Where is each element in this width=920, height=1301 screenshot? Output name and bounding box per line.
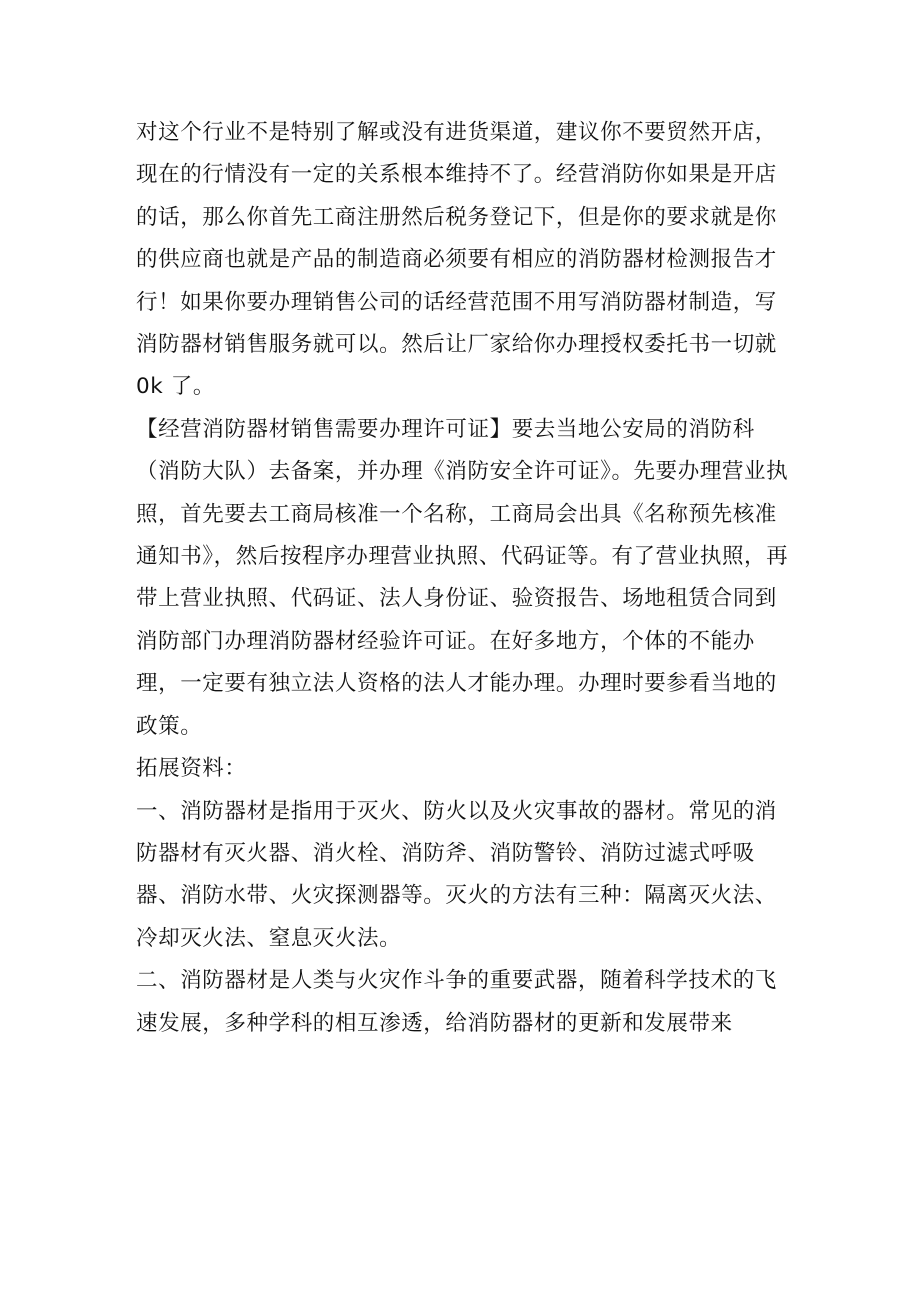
paragraph-extended-heading: 拓展资料： bbox=[136, 756, 247, 782]
paragraph-license-procedure: 【经营消防器材销售需要办理许可证】要去当地公安局的消防科（消防大队）去备案，并办理《消防安全许可证》。先要办理营业执照，首先要去工商局核准一个名称，工商局会出具《名称预先核准通知书》，然后按程序办理营业执照、代码证等。有了营业执照，再带上营业执照、代码证、法人身份证、验资报告、场地租赁合同到消防部门办理消防器材经验许可证。在好多地方，个体的不能办理，一定要有独立法人资格的法人才能办理。办理时要参看当地的政策。 bbox=[136, 416, 789, 739]
paragraph-store-advice: 对这个行业不是特别了解或没有进货渠道，建议你不要贸然开店，现在的行情没有一定的关系根本维持不了。经营消防你如果是开店的话，那么你首先工商注册然后税务登记下，但是你的要求就是你的供应商也就是产品的制造商必须要有相应的消防器材检测报告才行！如果你要办理销售公司的话经营范围不用写消防器材制造，写消防器材销售服务就可以。然后让厂家给你办理授权委托书一切就 0k 了。 bbox=[136, 120, 777, 400]
document-body bbox=[136, 112, 796, 1045]
paragraph-point-one: 一、消防器材是指用于灭火、防火以及火灾事故的器材。常见的消防器材有灭火器、消火栓、消防斧、消防警铃、消防过滤式呼吸器、消防水带、火灾探测器等。灭火的方法有三种：隔离灭火法、冷却灭火法、窒息灭火法。 bbox=[136, 798, 777, 951]
paragraph-point-two: 二、消防器材是人类与火灾作斗争的重要武器，随着科学技术的飞速发展，多种学科的相互渗透，给消防器材的更新和发展带来 bbox=[136, 968, 777, 1036]
